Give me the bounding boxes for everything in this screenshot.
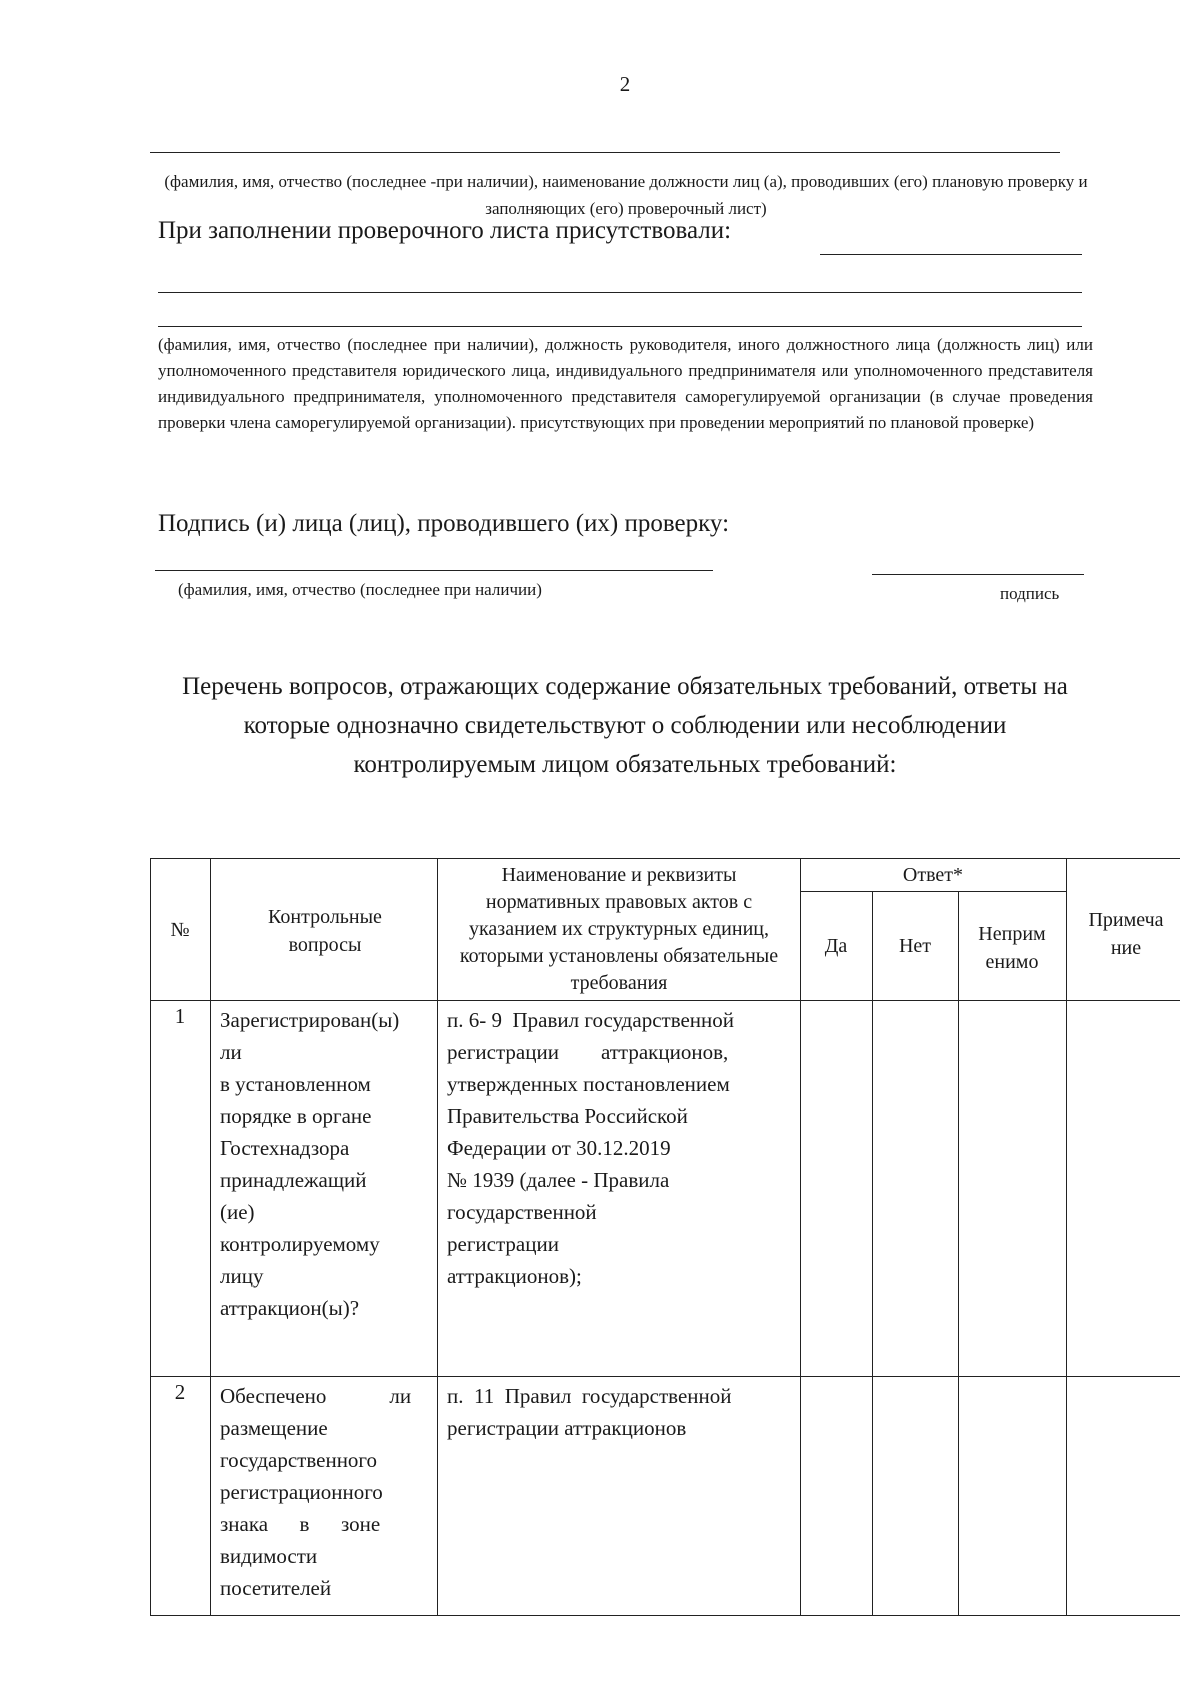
row-1-act-line: аттракционов);	[447, 1264, 582, 1288]
header-no: Нет	[898, 935, 932, 957]
row-2-question-line: видимости	[220, 1544, 318, 1568]
signature-heading: Подпись (и) лица (лиц), проводившего (их) проверку:	[158, 510, 730, 537]
row-1-question-line: порядке в органе	[220, 1104, 372, 1128]
present-heading: При заполнении проверочного листа присутствовали:	[158, 217, 732, 244]
header-acts: Наименование и реквизиты нормативных правовых актов с указанием их структурных единиц, которыми установлены обязательные требования	[459, 864, 779, 994]
header-not-applicable: Неприм енимо	[978, 923, 1046, 973]
row-1-question-line: (ие)	[220, 1200, 255, 1224]
row-2-act-line: регистрации аттракционов	[447, 1416, 687, 1440]
present-line-2	[158, 326, 1082, 327]
row-1-act-line: государственной	[447, 1200, 597, 1224]
row-1-question-line: аттракцион(ы)?	[220, 1296, 360, 1320]
row-1-question-line: принадлежащий	[220, 1168, 367, 1192]
questions-title: Перечень вопросов, отражающих содержание обязательных требований, ответы на которые однозначно свидетельствуют о соблюдении или несоблюдении контролируемым лицом обязательных требований:	[182, 673, 1068, 778]
row-1-question-line: лицу	[220, 1264, 264, 1288]
present-caption: (фамилия, имя, отчество (последнее при наличии), должность руководителя, иного должностного лица (должность лиц) или уполномоченного представителя юридического лица, индивидуального предпринимателя или уполномоченного представителя индивидуального предпринимателя, уполномоченного представителя саморегулируемой организации (в случае проведения проверки члена саморегулируемой организации). присутствующих при проведении мероприятий по плановой проверке)	[158, 335, 1093, 432]
row-1-act-line: регистрации	[447, 1232, 559, 1256]
col-border-3	[800, 858, 801, 1615]
col-border-0	[150, 858, 151, 1615]
row-1-act-line: регистрации аттракционов,	[447, 1040, 729, 1064]
header-number: №	[170, 919, 190, 941]
table-top-border	[150, 858, 1180, 859]
row-1-question-line: в установленном	[220, 1072, 371, 1096]
row-1-number: 1	[174, 1004, 186, 1028]
signer-sign-caption: подпись	[1000, 584, 1060, 603]
col-border-4	[872, 891, 873, 1615]
row-2-act-line: п. 11 Правил государственной	[447, 1384, 732, 1408]
col-border-6	[1066, 858, 1067, 1615]
row-1-act-line: Правительства Российской	[447, 1104, 688, 1128]
row-1-act-line: п. 6- 9 Правил государственной	[447, 1008, 735, 1032]
row-1-act-line: утвержденных постановлением	[447, 1072, 730, 1096]
row-2-question-line: Обеспечено ли	[220, 1384, 412, 1408]
signer-name-caption: (фамилия, имя, отчество (последнее при наличии)	[178, 580, 542, 599]
header-answer: Ответ*	[902, 864, 964, 886]
inspector-name-line	[150, 152, 1060, 153]
present-line-1	[158, 292, 1082, 293]
header-note: Примеча ние	[1088, 909, 1164, 959]
row-1-bottom-border	[150, 1376, 1180, 1377]
header-question: Контрольные вопросы	[268, 906, 382, 956]
row-2-number: 2	[174, 1380, 186, 1404]
header-bottom-border	[150, 1000, 1180, 1001]
present-inline-line	[820, 254, 1082, 255]
col-border-1	[210, 858, 211, 1615]
col-border-5	[958, 891, 959, 1615]
col-border-2	[437, 858, 438, 1615]
page-number: 2	[619, 72, 631, 96]
row-1-question-line: Гостехнадзора	[220, 1136, 350, 1160]
row-1-question-line: ли	[220, 1040, 242, 1064]
row-1-question-line: контролируемому	[220, 1232, 380, 1256]
row-1-act-line: Федерации от 30.12.2019	[447, 1136, 671, 1160]
row-2-question-line: знака в зоне	[220, 1512, 381, 1536]
row-2-question-line: государственного	[220, 1448, 378, 1472]
signer-sign-line	[872, 574, 1084, 575]
inspector-caption: (фамилия, имя, отчество (последнее -при наличии), наименование должности лиц (а), проводивших (его) плановую проверку и заполняющих (его) проверочный лист)	[164, 172, 1088, 218]
header-yes: Да	[824, 935, 848, 957]
row-2-question-line: размещение	[220, 1416, 328, 1440]
row-1-act-line: № 1939 (далее - Правила	[447, 1168, 670, 1192]
row-1-question-line: Зарегистрирован(ы)	[220, 1008, 400, 1032]
signer-name-line	[155, 570, 713, 571]
table-bottom-border	[150, 1615, 1180, 1616]
row-2-question-line: посетителей	[220, 1576, 332, 1600]
answer-subheader-border	[800, 891, 1066, 892]
row-2-question-line: регистрационного	[220, 1480, 383, 1504]
